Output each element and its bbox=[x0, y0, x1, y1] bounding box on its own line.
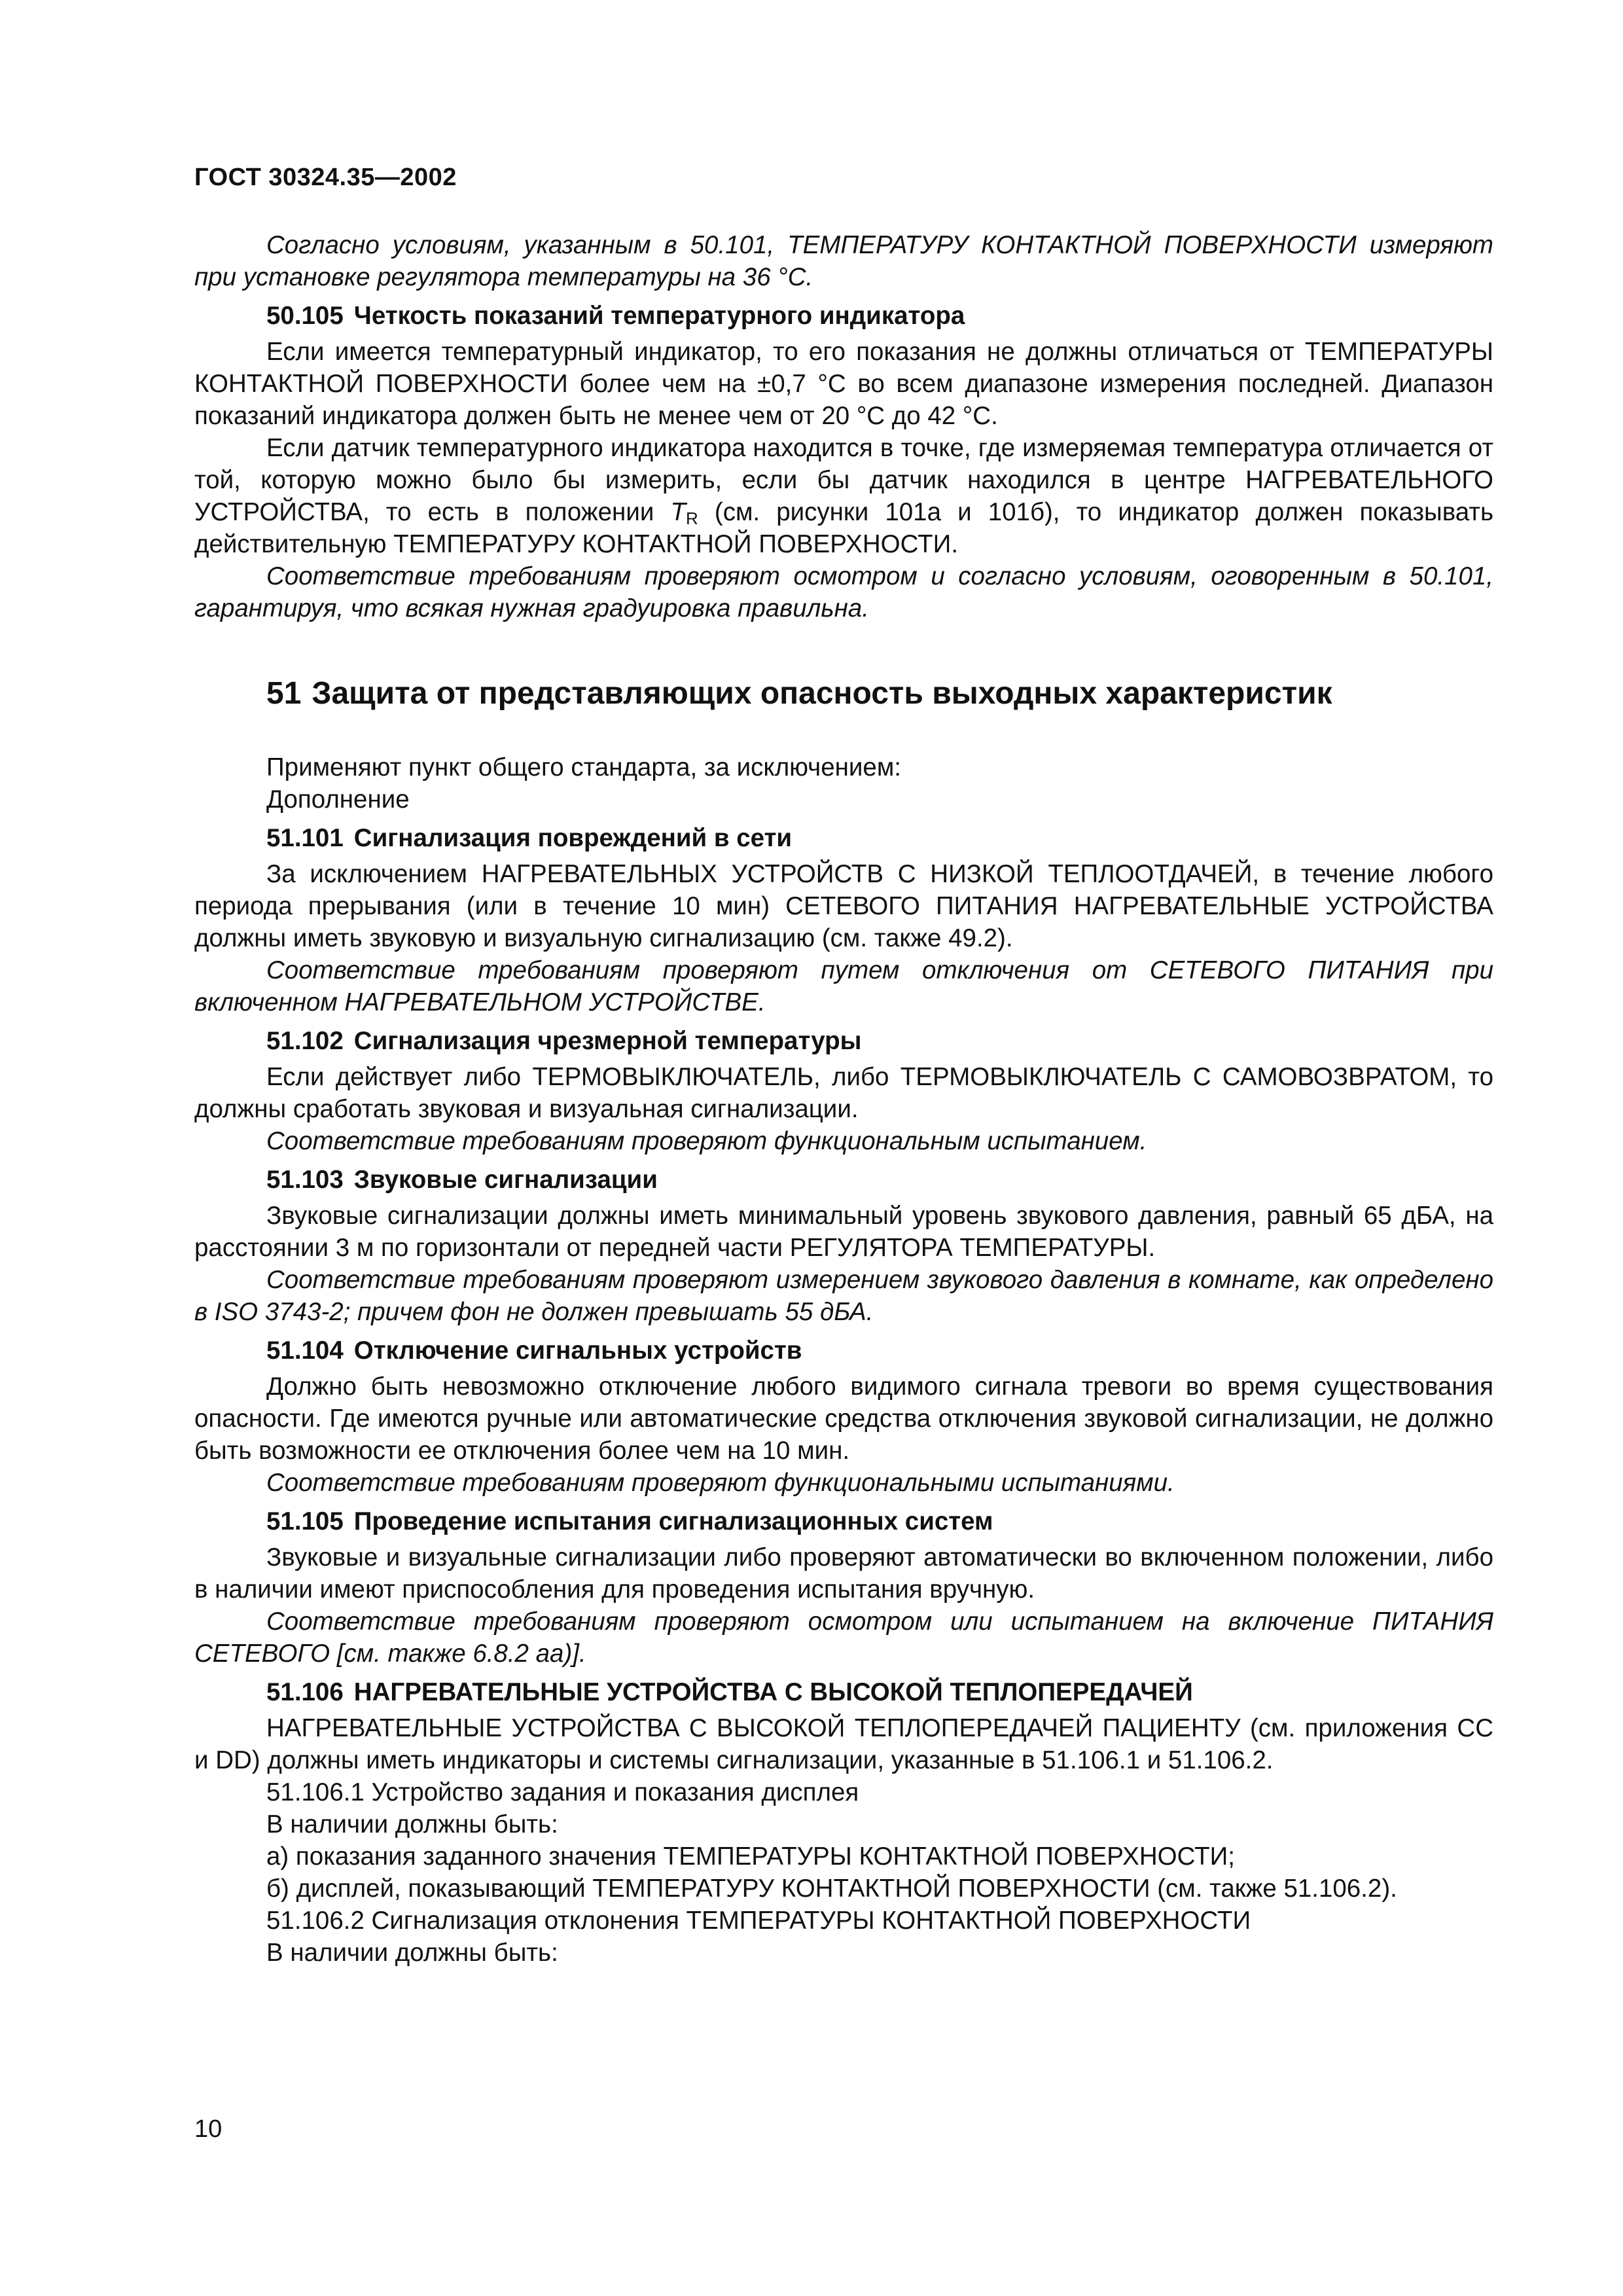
paragraph-text: (см. рисунки 101а и 101б), то индикатор должен показывать действительную ТЕМПЕРАТУРУ КОНТАКТНОЙ ПОВЕРХНОСТИ. bbox=[194, 498, 1494, 558]
subclause-title: Звуковые сигнализации bbox=[353, 1166, 658, 1194]
subclause-heading-51-101 bbox=[266, 822, 1493, 854]
subclause-number: 50.105 bbox=[266, 302, 344, 330]
paragraph: 51.106.2 Сигнализация отклонения ТЕМПЕРАТУРЫ КОНТАКТНОЙ ПОВЕРХНОСТИ bbox=[266, 1907, 1251, 1935]
paragraph: НАГРЕВАТЕЛЬНЫЕ УСТРОЙСТВА С ВЫСОКОЙ ТЕПЛОПЕРЕДАЧЕЙ ПАЦИЕНТУ (см. приложения СС и DD) должны иметь индикаторы и системы сигнализации, указанные в 51.106.1 и 51.106.2. bbox=[194, 1714, 1493, 1774]
paragraph: Если имеется температурный индикатор, то его показания не должны отличаться от ТЕМПЕРАТУРЫ КОНТАКТНОЙ ПОВЕРХНОСТИ более чем на ±0,7 °С во всем диапазоне измерения последней. Диапазон показаний индикатора должен быть не менее чем от 20 °С до 42 °С. bbox=[194, 338, 1493, 430]
paragraph: В наличии должны быть: bbox=[266, 1939, 558, 1967]
compliance-note: Соответствие требованиям проверяют осмотром или испытанием на включение ПИТАНИЯ СЕТЕВОГО [см. также 6.8.2 аа)]. bbox=[194, 1607, 1493, 1668]
compliance-note: Соответствие требованиям проверяют путем отключения от СЕТЕВОГО ПИТАНИЯ при включенном НАГРЕВАТЕЛЬНОМ УСТРОЙСТВЕ. bbox=[194, 956, 1493, 1016]
list-item: б) дисплей, показывающий ТЕМПЕРАТУРУ КОНТАКТНОЙ ПОВЕРХНОСТИ (см. также 51.106.2). bbox=[266, 1874, 1397, 1903]
paragraph: Должно быть невозможно отключение любого видимого сигнала тревоги во время существования опасности. Где имеются ручные или автоматические средства отключения звуковой сигнализации, не должно быть возможности ее отключения более чем на 10 мин. bbox=[194, 1372, 1493, 1465]
subclause-title: НАГРЕВАТЕЛЬНЫЕ УСТРОЙСТВА С ВЫСОКОЙ ТЕПЛОПЕРЕДАЧЕЙ bbox=[353, 1678, 1193, 1706]
subclause-heading-51-103 bbox=[266, 1164, 1493, 1196]
subclause-heading-51-105 bbox=[266, 1505, 1493, 1537]
subclause-number: 51.101 bbox=[266, 824, 344, 852]
subclause-title: Четкость показаний температурного индикатора bbox=[353, 302, 965, 330]
subclause-heading-51-106 bbox=[266, 1676, 1493, 1708]
subclause-heading-51-104 bbox=[266, 1335, 1493, 1367]
subclause-title: Сигнализация повреждений в сети bbox=[353, 824, 793, 852]
subclause-number: 51.105 bbox=[266, 1507, 344, 1535]
paragraph: В наличии должны быть: bbox=[266, 1810, 558, 1839]
subclause-number: 51.103 bbox=[266, 1166, 344, 1194]
subclause-title: Сигнализация чрезмерной температуры bbox=[353, 1027, 862, 1055]
paragraph: Дополнение bbox=[266, 785, 410, 814]
compliance-note: Соответствие требованиям проверяют функциональным испытанием. bbox=[266, 1127, 1147, 1155]
compliance-note: Согласно условиям, указанным в 50.101, ТЕМПЕРАТУРУ КОНТАКТНОЙ ПОВЕРХНОСТИ измеряют при установке регулятора температуры на 36 °С. bbox=[194, 231, 1493, 291]
compliance-note: Соответствие требованиям проверяют измерением звукового давления в комнате, как определено в ISO 3743-2; причем фон не должен превышать 55 дБА. bbox=[194, 1266, 1493, 1326]
paragraph bbox=[194, 432, 1493, 560]
subclause-heading-51-102 bbox=[266, 1025, 1493, 1057]
subclause-number: 51.106 bbox=[266, 1678, 344, 1706]
subclause-heading-50-105 bbox=[266, 300, 1493, 332]
page-number: 10 bbox=[194, 2115, 223, 2143]
subclause-number: 51.104 bbox=[266, 1336, 344, 1365]
paragraph: Применяют пункт общего стандарта, за исключением: bbox=[266, 753, 902, 781]
paragraph: 51.106.1 Устройство задания и показания дисплея bbox=[266, 1778, 859, 1806]
list-item: а) показания заданного значения ТЕМПЕРАТУРЫ КОНТАКТНОЙ ПОВЕРХНОСТИ; bbox=[266, 1842, 1235, 1871]
compliance-note: Соответствие требованиям проверяют функциональными испытаниями. bbox=[266, 1469, 1175, 1497]
subclause-title: Проведение испытания сигнализационных систем bbox=[353, 1507, 993, 1535]
document-id-header: ГОСТ 30324.35—2002 bbox=[194, 164, 457, 191]
symbol-subscript: R bbox=[685, 509, 698, 528]
compliance-note: Соответствие требованиям проверяют осмотром и согласно условиям, оговоренным в 50.101, гарантируя, что всякая нужная градуировка правильна. bbox=[194, 562, 1493, 622]
subclause-title: Отключение сигнальных устройств bbox=[353, 1336, 802, 1365]
symbol-t: T bbox=[670, 498, 686, 526]
paragraph: Звуковые и визуальные сигнализации либо проверяют автоматически во включенном положении, либо в наличии имеют приспособления для проведения испытания вручную. bbox=[194, 1543, 1493, 1604]
paragraph: Звуковые сигнализации должны иметь минимальный уровень звукового давления, равный 65 дБА, на расстоянии 3 м по горизонтали от передней части РЕГУЛЯТОРА ТЕМПЕРАТУРЫ. bbox=[194, 1202, 1493, 1262]
section-title: Защита от представляющих опасность выходных характеристик bbox=[312, 676, 1332, 711]
section-number: 51 bbox=[266, 676, 302, 711]
paragraph-text: Если датчик температурного индикатора находится в точке, где измеряемая температура отличается от той, которую можно было бы измерить, если бы датчик находился в центре НАГРЕВАТЕЛЬНОГО УСТРОЙСТВА, то есть в положении bbox=[194, 434, 1493, 526]
paragraph: Если действует либо ТЕРМОВЫКЛЮЧАТЕЛЬ, либо ТЕРМОВЫКЛЮЧАТЕЛЬ С САМОВОЗВРАТОМ, то должны сработать звуковая и визуальная сигнализации. bbox=[194, 1063, 1493, 1123]
subclause-number: 51.102 bbox=[266, 1027, 344, 1055]
paragraph: За исключением НАГРЕВАТЕЛЬНЫХ УСТРОЙСТВ С НИЗКОЙ ТЕПЛООТДАЧЕЙ, в течение любого периода прерывания (или в течение 10 мин) СЕТЕВОГО ПИТАНИЯ НАГРЕВАТЕЛЬНЫЕ УСТРОЙСТВА должны иметь звуковую и визуальную сигнализацию (см. также 49.2). bbox=[194, 860, 1493, 952]
section-heading-51 bbox=[266, 675, 1493, 712]
document-body bbox=[194, 229, 1493, 1969]
